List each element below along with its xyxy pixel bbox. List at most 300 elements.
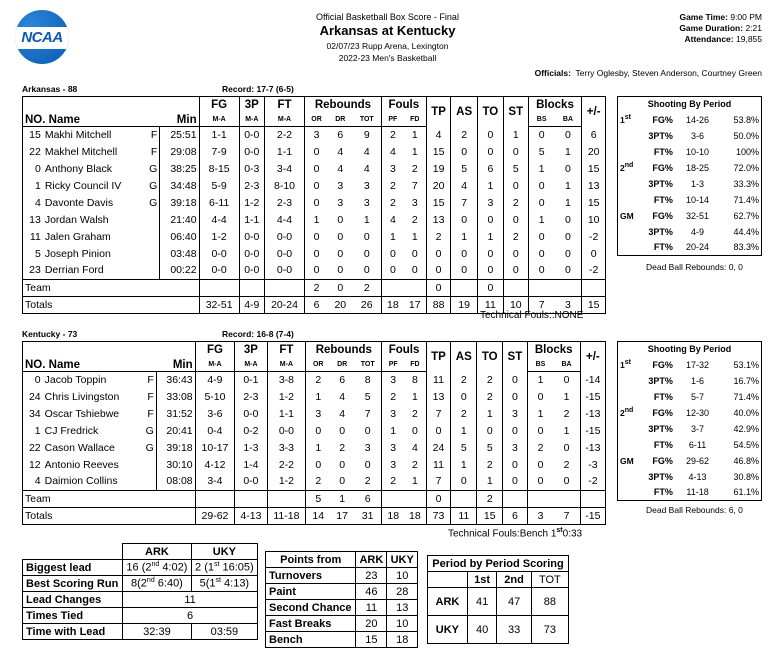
player-tot: 1 [353, 211, 382, 228]
ma-subheader: M-A [199, 114, 239, 127]
period-2nd: 47 [497, 588, 531, 616]
st-header: ST [503, 342, 528, 372]
header-blank [23, 97, 160, 114]
player-pf: 2 [389, 179, 396, 192]
totals-label: Totals [23, 296, 160, 313]
player-tp: 7 [426, 473, 451, 490]
shooting-percent: 54.5% [733, 439, 759, 450]
shooting-row [618, 240, 762, 256]
player-fg: 3-6 [195, 405, 235, 422]
points-row [266, 616, 418, 632]
shooting-row [618, 469, 762, 485]
player-fg: 1-2 [199, 228, 239, 245]
player-fg: 0-0 [199, 245, 239, 262]
period-row [428, 616, 569, 644]
player-or: 0 [313, 196, 320, 209]
player-name: Ricky Council IV [44, 179, 122, 192]
player-dr: 2 [339, 441, 346, 454]
team-tp: 0 [426, 279, 451, 296]
biggest-lead-label: Biggest lead [23, 560, 123, 576]
player-minutes: 31:52 [156, 405, 195, 422]
totals-as: 11 [451, 507, 477, 524]
player-to: 0 [477, 245, 503, 262]
shooting-stat: FG% [652, 114, 673, 125]
points-row [266, 600, 418, 616]
player-fg: 10-17 [195, 439, 235, 456]
time-with-lead-uky: 03:59 [191, 624, 257, 640]
player-to: 0 [477, 422, 503, 439]
as-header: AS [451, 342, 477, 372]
player-dr: 0 [339, 475, 346, 488]
player-name: Chris Livingston [44, 390, 120, 403]
blank [404, 490, 426, 507]
fg-header: FG [195, 342, 235, 359]
kentucky-technical-fouls [448, 527, 582, 539]
player-ft: 0-0 [264, 245, 304, 262]
points-label: Fast Breaks [266, 616, 356, 632]
ncaa-logo-text: NCAA [21, 29, 63, 46]
shooting-period [618, 389, 638, 405]
player-st: 0 [503, 245, 528, 262]
player-pf: 0 [389, 264, 396, 277]
player-dr: 6 [339, 373, 346, 386]
player-to: 1 [477, 473, 503, 490]
player-number: 0 [23, 160, 43, 177]
kentucky-dead-ball: Dead Ball Rebounds: 6, 0 [646, 505, 743, 515]
player-bs: 1 [538, 213, 545, 226]
shooting-row [618, 485, 762, 501]
arkansas-team-line [22, 84, 294, 94]
shooting-made-attempted: 14-26 [686, 114, 710, 125]
player-bs: 5 [538, 145, 545, 158]
totals-st: 6 [503, 507, 528, 524]
player-name: Joseph Pinion [44, 247, 111, 260]
player-or: 3 [315, 407, 322, 420]
totals-tot: 26 [353, 296, 382, 313]
player-fd: 0 [404, 245, 426, 262]
report-subtitle: Official Basketball Box Score - Final [316, 12, 459, 22]
shooting-period [618, 144, 638, 160]
player-number: 13 [23, 211, 43, 228]
blank [404, 279, 426, 296]
player-plus-minus: -3 [580, 456, 605, 473]
shooting-stat: FT% [653, 487, 673, 498]
ba-subheader: BA [555, 114, 582, 127]
player-ft: 4-4 [264, 211, 304, 228]
points-ark: 20 [356, 616, 387, 632]
shooting-percent: 62.7% [733, 210, 759, 221]
arkansas-title: Arkansas - 88 [22, 84, 78, 94]
three-pt-header: 3P [239, 97, 264, 114]
player-tp: 7 [426, 405, 451, 422]
name-header: NO. Name [23, 114, 160, 127]
dr-subheader: DR [328, 114, 353, 127]
player-st: 0 [503, 143, 528, 160]
player-row [23, 456, 606, 473]
times-tied-label: Times Tied [23, 608, 123, 624]
player-ft: 0-0 [267, 422, 306, 439]
shooting-stat: 3PT% [648, 471, 673, 482]
shooting-made-attempted: 18-25 [686, 162, 710, 173]
ma-subheader: M-A [267, 359, 306, 372]
player-fg: 6-11 [199, 194, 239, 211]
totals-or: 6 [305, 296, 329, 313]
player-as: 1 [451, 422, 477, 439]
shooting-percent: 33.3% [733, 178, 759, 189]
player-number: 24 [23, 388, 43, 405]
technical-label: Technical Fouls: [480, 310, 552, 321]
player-fg: 4-12 [195, 456, 235, 473]
player-to: 6 [477, 160, 503, 177]
shooting-made-attempted: 1-6 [691, 375, 705, 386]
blank [267, 490, 306, 507]
arkansas-dead-ball: Dead Ball Rebounds: 0, 0 [646, 262, 743, 272]
player-tot: 9 [353, 126, 382, 143]
technical-sup: st [556, 527, 563, 534]
shooting-period [618, 224, 638, 240]
shooting-title-row [618, 97, 762, 112]
totals-label: Totals [23, 507, 157, 524]
player-number: 15 [23, 126, 43, 143]
player-dr: 6 [337, 128, 344, 141]
totals-3p: 4-13 [235, 507, 267, 524]
player-ba: 0 [553, 473, 580, 490]
player-plus-minus: -13 [580, 439, 605, 456]
player-plus-minus: 0 [582, 245, 606, 262]
player-minutes: 08:08 [156, 473, 195, 490]
shooting-period: GM [620, 455, 634, 466]
player-to: 5 [477, 439, 503, 456]
player-bs: 0 [537, 424, 544, 437]
player-tp: 2 [426, 228, 451, 245]
shooting-row [618, 389, 762, 405]
game-info [679, 12, 762, 45]
player-ba: 1 [555, 143, 582, 160]
game-duration-label: Game Duration: [679, 23, 744, 33]
points-ark: 15 [356, 632, 387, 648]
points-ark: 11 [356, 600, 387, 616]
player-bs: 1 [537, 407, 544, 420]
player-or: 0 [313, 179, 320, 192]
fg-header: FG [199, 97, 239, 114]
team-or: 2 [305, 279, 329, 296]
player-fd: 3 [404, 194, 426, 211]
technical-time: 0:33 [562, 528, 583, 540]
shooting-made-attempted: 10-14 [686, 194, 710, 205]
blank [555, 279, 582, 296]
points-from-title: Points from [266, 552, 356, 568]
player-bs: 2 [537, 441, 544, 454]
totals-dr: 20 [328, 296, 353, 313]
player-pf: 1 [389, 230, 396, 243]
player-ft: 1-1 [264, 143, 304, 160]
player-3p: 0-3 [239, 160, 264, 177]
player-plus-minus: 6 [582, 126, 606, 143]
player-to: 0 [477, 143, 503, 160]
kentucky-title: Kentucky - 73 [22, 329, 78, 339]
player-position [144, 245, 160, 262]
empty-cell [23, 544, 123, 560]
player-dr: 0 [337, 230, 344, 243]
points-row [266, 568, 418, 584]
blocks-header: Blocks [528, 97, 582, 114]
attendance: 19,855 [736, 34, 762, 44]
player-to: 0 [477, 211, 503, 228]
shooting-made-attempted: 4-9 [691, 226, 705, 237]
player-tot: 4 [353, 160, 382, 177]
three-pt-header: 3P [235, 342, 267, 359]
shooting-percent: 61.1% [733, 487, 759, 498]
shooting-period [618, 469, 638, 485]
player-name: Jordan Walsh [44, 213, 109, 226]
shooting-row [618, 144, 762, 160]
period-h2: 2nd [497, 572, 531, 588]
period-1st: 41 [467, 588, 497, 616]
shooting-stat: FT% [653, 439, 673, 450]
player-position [144, 211, 160, 228]
player-number: 1 [23, 422, 43, 439]
shooting-stat: FG% [652, 359, 673, 370]
player-or: 0 [315, 424, 322, 437]
player-plus-minus: 10 [582, 211, 606, 228]
period-total: 73 [531, 616, 568, 644]
points-uky: 10 [387, 616, 418, 632]
player-name: Makhi Mitchell [44, 128, 112, 141]
officials [535, 68, 762, 78]
team-dr: 0 [328, 279, 353, 296]
totals-fg: 29-62 [195, 507, 235, 524]
player-name: Oscar Tshiebwe [44, 407, 120, 420]
player-row [23, 211, 606, 228]
player-ba: 0 [553, 439, 580, 456]
player-ba: 0 [555, 245, 582, 262]
shooting-row [618, 128, 762, 144]
technical-value: Bench 1 [519, 528, 557, 540]
header-blank [156, 342, 195, 359]
player-plus-minus: 20 [582, 143, 606, 160]
player-fg: 7-9 [199, 143, 239, 160]
rebounds-header: Rebounds [306, 342, 382, 359]
blank [160, 296, 199, 313]
shooting-made-attempted: 4-13 [688, 471, 707, 482]
points-label: Second Chance [266, 600, 356, 616]
player-ba: 1 [553, 422, 580, 439]
tot-subheader: TOT [353, 114, 382, 127]
to-header: TO [477, 342, 503, 372]
shooting-percent: 42.9% [733, 423, 759, 434]
fouls-header: Fouls [382, 342, 426, 359]
blank [156, 490, 195, 507]
totals-st: 10 [503, 296, 528, 313]
player-number: 23 [23, 262, 43, 279]
player-or: 2 [315, 475, 322, 488]
player-dr: 4 [339, 390, 346, 403]
player-ba: 2 [553, 405, 580, 422]
points-from-table [265, 551, 418, 648]
player-minutes: 38:25 [160, 160, 199, 177]
player-or: 0 [313, 230, 320, 243]
shooting-percent: 30.8% [733, 471, 759, 482]
arkansas-technical-fouls [480, 310, 583, 321]
shooting-percent: 71.4% [733, 194, 759, 205]
player-or: 3 [313, 128, 320, 141]
player-dr: 4 [337, 145, 344, 158]
player-number: 1 [23, 177, 43, 194]
player-bs: 0 [538, 179, 545, 192]
player-row [23, 126, 606, 143]
shooting-stat: 3PT% [648, 130, 673, 141]
player-position: G [141, 439, 157, 456]
blank [553, 490, 580, 507]
player-as: 7 [451, 194, 477, 211]
shooting-row [618, 224, 762, 240]
team-tot: 6 [354, 490, 382, 507]
shooting-percent: 53.1% [733, 359, 759, 370]
player-st: 2 [503, 228, 528, 245]
player-minutes: 39:18 [160, 194, 199, 211]
player-to: 2 [477, 371, 503, 388]
tot-subheader: TOT [354, 359, 382, 372]
player-ft: 8-10 [264, 177, 304, 194]
team-label: Team [23, 279, 160, 296]
player-row [23, 439, 606, 456]
player-ba: 0 [555, 228, 582, 245]
player-3p: 2-3 [235, 388, 267, 405]
player-dr: 0 [339, 424, 346, 437]
bs-subheader: BS [527, 359, 553, 372]
arkansas-box-score [22, 96, 606, 314]
points-ark: 46 [356, 584, 387, 600]
shooting-made-attempted: 3-7 [691, 423, 705, 434]
period-row [428, 588, 569, 616]
blank [451, 490, 477, 507]
points-uky: 13 [387, 600, 418, 616]
period-scoring-title: Period by Period Scoring [428, 556, 569, 572]
period-scoring-table [427, 555, 569, 644]
shooting-made-attempted: 10-10 [686, 146, 710, 157]
shooting-percent: 46.8% [733, 455, 759, 466]
player-plus-minus: -15 [580, 422, 605, 439]
player-position: G [144, 177, 160, 194]
totals-pf: 18 [382, 507, 404, 524]
attendance-label: Attendance: [684, 34, 734, 44]
player-bs: 1 [538, 162, 545, 175]
shooting-period: GM [620, 210, 634, 221]
player-pf: 1 [390, 424, 397, 437]
player-row [23, 262, 606, 279]
player-ft: 2-2 [267, 456, 306, 473]
player-bs: 0 [538, 230, 545, 243]
player-row [23, 422, 606, 439]
blank [239, 279, 264, 296]
player-3p: 0-0 [239, 245, 264, 262]
header-row [23, 342, 606, 359]
points-uky-header: UKY [387, 552, 418, 568]
points-uky: 10 [387, 568, 418, 584]
player-fd: 1 [404, 388, 426, 405]
shooting-row [618, 373, 762, 389]
player-plus-minus: 15 [582, 194, 606, 211]
header-blank [160, 97, 199, 114]
shooting-row [618, 437, 762, 453]
best-run-ark: 8(2nd 6:40) [123, 576, 192, 592]
player-ba: 0 [555, 160, 582, 177]
player-3p: 0-2 [235, 422, 267, 439]
player-ft: 3-8 [267, 371, 306, 388]
shooting-percent: 83.3% [733, 242, 759, 253]
player-pf: 2 [390, 390, 397, 403]
player-number: 0 [23, 371, 43, 388]
totals-row [23, 507, 606, 524]
blank [582, 279, 606, 296]
player-row [23, 177, 606, 194]
player-as: 0 [451, 262, 477, 279]
player-pf: 3 [390, 458, 397, 471]
player-row [23, 473, 606, 490]
shooting-made-attempted: 11-18 [686, 487, 709, 498]
player-ba: 0 [553, 371, 580, 388]
player-to: 0 [477, 262, 503, 279]
or-subheader: OR [305, 114, 329, 127]
player-dr: 4 [339, 407, 346, 420]
totals-ba: 7 [553, 507, 580, 524]
player-position: G [144, 160, 160, 177]
kentucky-team-line [22, 329, 294, 339]
player-pf: 3 [390, 373, 397, 386]
points-uky: 18 [387, 632, 418, 648]
player-3p: 1-1 [239, 211, 264, 228]
player-name: Derrian Ford [44, 264, 104, 277]
date-venue: 02/07/23 Rupp Arena, Lexington [326, 41, 449, 51]
game-stats-table [22, 543, 258, 640]
player-as: 0 [451, 245, 477, 262]
blocks-header: Blocks [527, 342, 580, 359]
tp-header: TP [426, 342, 451, 372]
player-minutes: 30:10 [156, 456, 195, 473]
ma-subheader: M-A [195, 359, 235, 372]
team-dr: 1 [330, 490, 354, 507]
lead-changes-label: Lead Changes [23, 592, 123, 608]
shooting-made-attempted: 17-32 [686, 359, 710, 370]
player-tot: 4 [353, 143, 382, 160]
player-fd: 4 [404, 439, 426, 456]
player-dr: 4 [337, 162, 344, 175]
player-ba: 0 [555, 262, 582, 279]
shooting-stat: FT% [653, 146, 673, 157]
player-fd: 2 [404, 211, 426, 228]
player-plus-minus: -2 [582, 262, 606, 279]
player-or: 1 [315, 441, 322, 454]
player-name: Cason Wallace [44, 441, 115, 454]
player-to: 0 [477, 126, 503, 143]
team-label: Team [23, 490, 157, 507]
player-tot: 7 [354, 405, 382, 422]
to-header: TO [477, 97, 503, 127]
blank [160, 279, 199, 296]
blank [156, 507, 195, 524]
player-dr: 0 [337, 264, 344, 277]
player-tot: 0 [354, 456, 382, 473]
player-number: 4 [23, 473, 43, 490]
player-position: F [141, 388, 157, 405]
times-tied: 6 [123, 608, 258, 624]
arkansas-shooting-by-period [617, 96, 762, 256]
shooting-percent: 71.4% [733, 391, 759, 402]
player-fd: 0 [404, 422, 426, 439]
shooting-stat: FG% [652, 210, 673, 221]
player-or: 0 [315, 458, 322, 471]
player-as: 5 [451, 160, 477, 177]
